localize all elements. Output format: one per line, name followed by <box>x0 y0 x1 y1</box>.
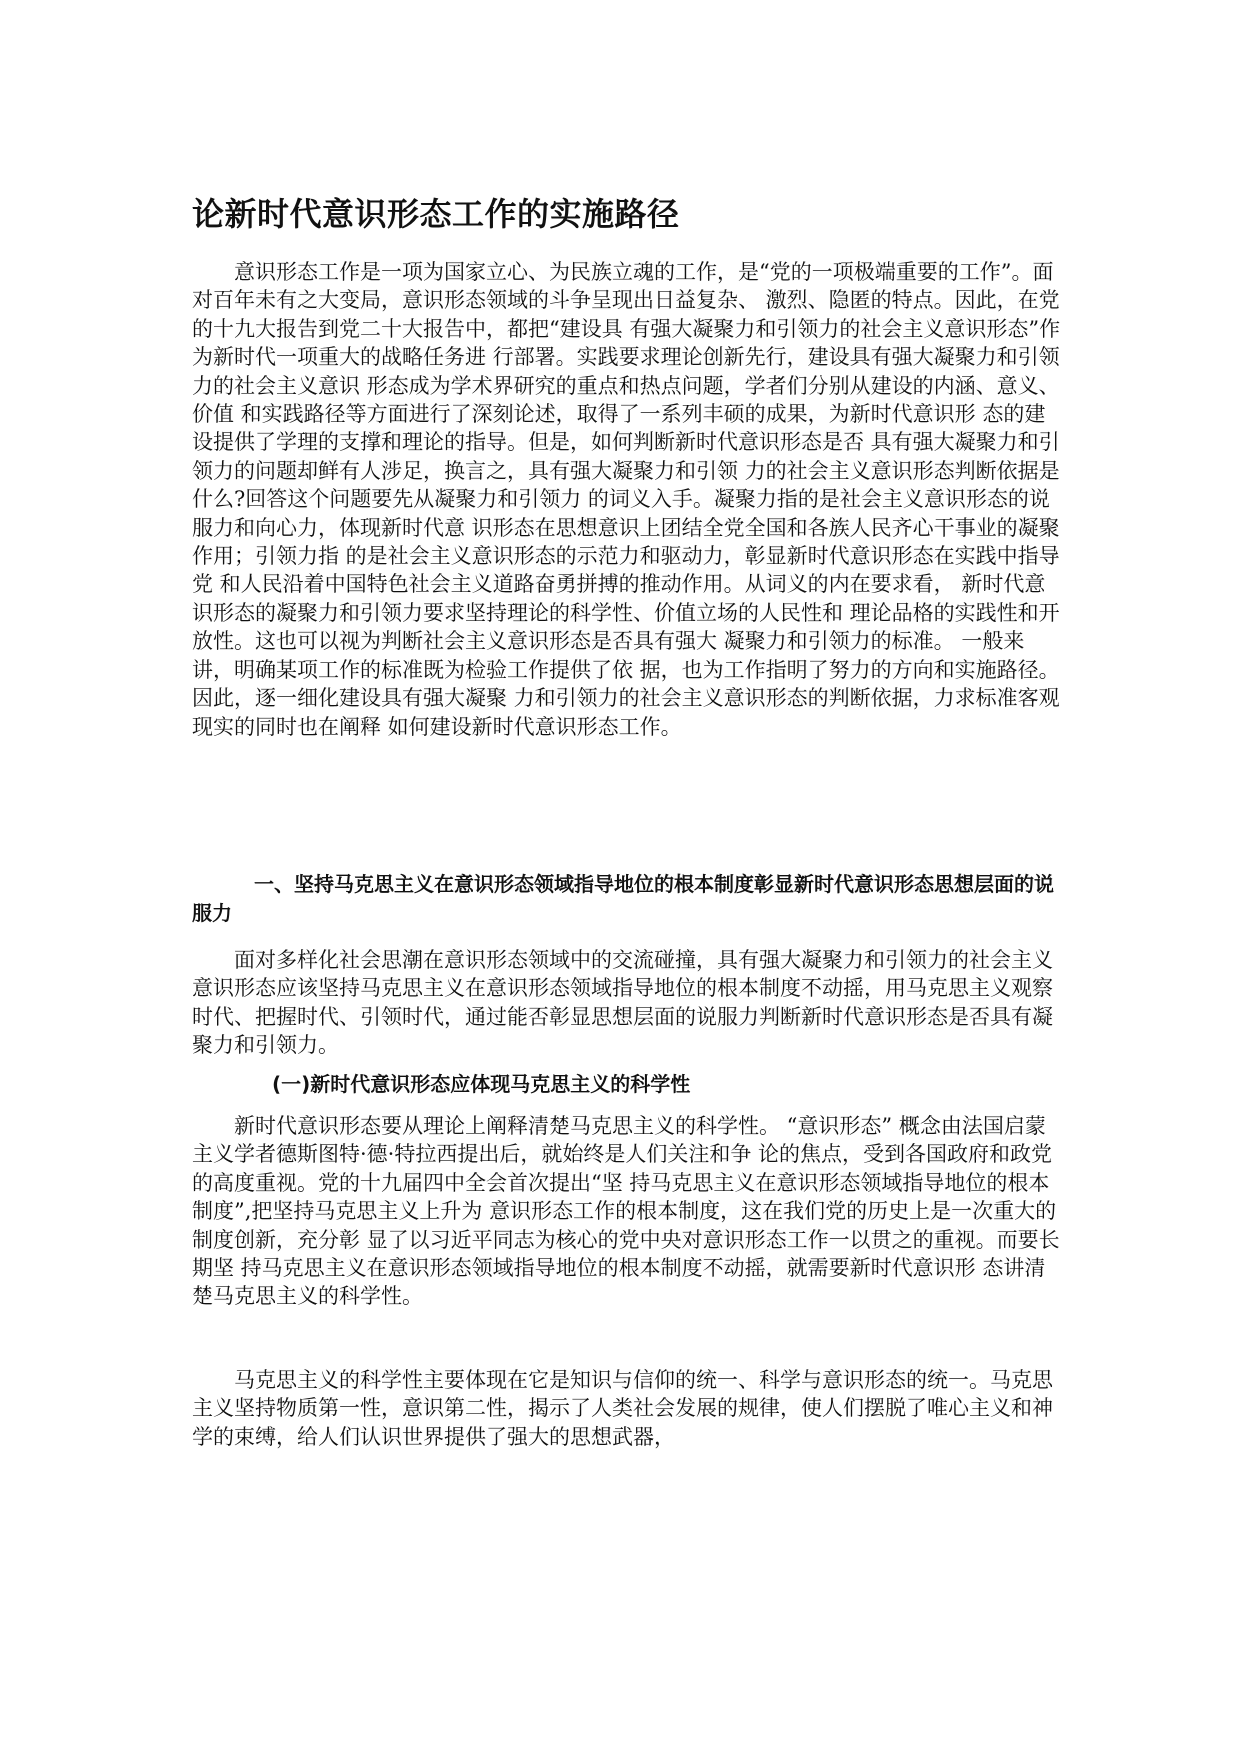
section-1-paragraph: 面对多样化社会思潮在意识形态领域中的交流碰撞，具有强大凝聚力和引领力的社会主义意识形态应该坚持马克思主义在意识形态领域指导地位的根本制度不动摇，用马克思主义观察时代、把握时代、引领时代，通过能否彰显思想层面的说服力判断新时代意识形态是否具有凝聚力和引领力。 <box>192 948 1053 1058</box>
subsection-1-paragraph-1: 新时代意识形态要从理论上阐释清楚马克思主义的科学性。 “意识形态” 概念由法国启蒙主义学者德斯图特·德·特拉西提出后，就始终是人们关注和争 论的焦点，受到各国政府和政党的高度重视。党的十九届四中全会首次提出“坚 持马克思主义在意识形态领域指导地位的根本制度”,把坚持马克思主义上升为 意识形态工作的根本制度，这在我们党的历史上是一次重大的制度创新，充分彰 显了以习近平同志为核心的党中央对意识形态工作一以贯之的重视。而要长期坚 持马克思主义在意识形态领域指导地位的根本制度不动摇，就需要新时代意识形 态讲清楚马克思主义的科学性。 <box>192 1114 1060 1309</box>
document-title: 论新时代意识形态工作的实施路径 <box>192 195 680 233</box>
document-page <box>192 0 1064 1754</box>
intro-paragraph: 意识形态工作是一项为国家立心、为民族立魂的工作，是“党的一项极端重要的工作”。面对百年未有之大变局，意识形态领域的斗争呈现出日益复杂、 激烈、隐匿的特点。因此，在党的十九大报告到党二十大报告中，都把“建设具 有强大凝聚力和引领力的社会主义意识形态”作为新时代一项重大的战略任务进 行部署。实践要求理论创新先行，建设具有强大凝聚力和引领力的社会主义意识 形态成为学术界研究的重点和热点问题，学者们分别从建设的内涵、意义、价值 和实践路径等方面进行了深刻论述，取得了一系列丰硕的成果，为新时代意识形 态的建设提供了学理的支撑和理论的指导。但是，如何判断新时代意识形态是否 具有强大凝聚力和引领力的问题却鲜有人涉足，换言之，具有强大凝聚力和引领 力的社会主义意识形态判断依据是什么?回答这个问题要先从凝聚力和引领力 的词义入手。凝聚力指的是社会主义意识形态的说服力和向心力，体现新时代意 识形态在思想意识上团结全党全国和各族人民齐心干事业的凝聚作用；引领力指 的是社会主义意识形态的示范力和驱动力，彰显新时代意识形态在实践中指导党 和人民沿着中国特色社会主义道路奋勇拼搏的推动作用。从词义的内在要求看， 新时代意识形态的凝聚力和引领力要求坚持理论的科学性、价值立场的人民性和 理论品格的实践性和开放性。这也可以视为判断社会主义意识形态是否具有强大 凝聚力和引领力的标准。 一般来讲，明确某项工作的标准既为检验工作提供了依 据，也为工作指明了努力的方向和实施路径。因此，逐一细化建设具有强大凝聚 力和引领力的社会主义意识形态的判断依据，力求标准客观现实的同时也在阐释 如何建设新时代意识形态工作。 <box>192 260 1061 739</box>
subsection-1-paragraph-2: 马克思主义的科学性主要体现在它是知识与信仰的统一、科学与意识形态的统一。马克思主义坚持物质第一性，意识第二性，揭示了人类社会发展的规律，使人们摆脱了唯心主义和神学的束缚，给人们认识世界提供了强大的思想武器， <box>192 1368 1053 1449</box>
section-heading-1: 一、坚持马克思主义在意识形态领域指导地位的根本制度彰显新时代意识形态思想层面的说服力 <box>192 872 1054 925</box>
subsection-heading-1: (一)新时代意识形态应体现马克思主义的科学性 <box>272 1072 691 1096</box>
